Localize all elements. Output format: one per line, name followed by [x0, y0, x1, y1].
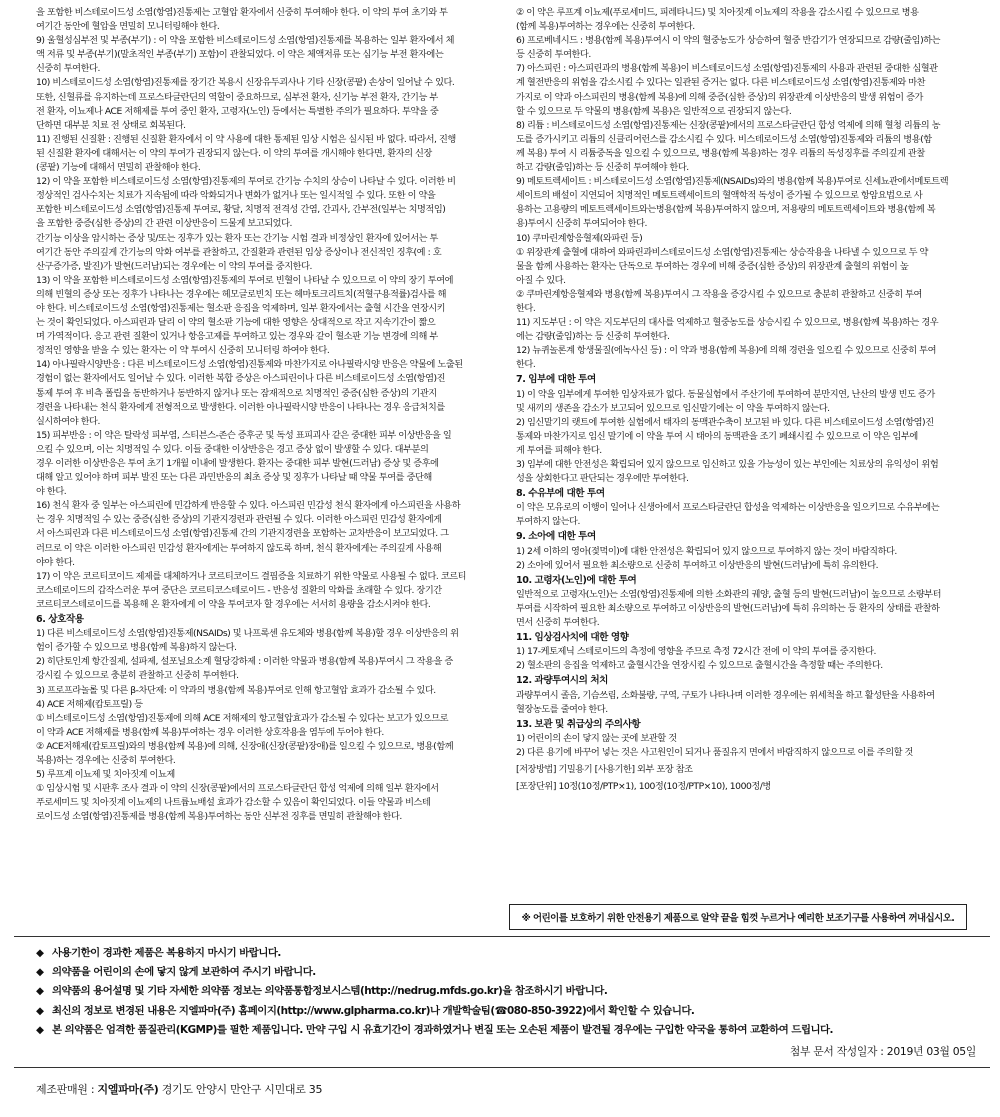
diamond-bullet-icon: ◆ [36, 1023, 44, 1036]
paragraph: 1) 2세 이하의 영아(젖먹이)에 대한 안전성은 확립되어 있지 않으므로 투여하지 않는 것이 바람직하다. [516, 545, 897, 557]
paragraph: 4) ACE 저해제(캅토프릴) 등 [36, 698, 143, 710]
section-heading: 10. 고령자(노인)에 대한 투여 [516, 574, 637, 586]
section-heading: 13. 보관 및 취급상의 주의사항 [516, 718, 641, 730]
section-heading: 9. 소아에 대한 투여 [516, 531, 596, 543]
notice-item [36, 944, 976, 963]
storage-packaging-line: [저장방법] 기밀용기 [사용기한] 외부 포장 참조 [516, 763, 693, 775]
section-heading: 12. 과량투여시의 처치 [516, 675, 608, 687]
paragraph: 9) 울혈성심부전 및 부종(부기) : 이 약을 포함한 비스테로이드성 소염(항염)진통제를 복용하는 일부 환자에서 체 액 저류 및 부종(부기)(말초적인 부종(부기) 포함)이 관찰되었다. 이 약은 체액저류 또는 심기능 부전 환자에는 신중히 투여한다. [36, 35, 455, 75]
storage-packaging-line: [포장단위] 10정(10정/PTP×1), 100정(10정/PTP×10), 1000정/병 [516, 781, 771, 793]
paragraph: 10) 비스테로이드성 소염(항염)진통제를 장기간 복용시 신장유두괴사나 기타 신장(콩팥) 손상이 일어날 수 있다. 또한, 신혈류를 유지하는데 프로스타글란딘의 역할이 중요하므로, 심부전 환자, 신기능 부전 환자, 간기능 부 전 환자, 이뇨제나 ACE 저해제를 투여 중인 환자, 고령자(노인) 등에서는 특별한 주의가 필요하다. 투약을 중 단하면 대부분 치료 전 상태로 회복된다. [36, 77, 455, 131]
paragraph: 3) 임부에 대한 안전성은 확립되어 있지 않으므로 임신하고 있을 가능성이 있는 부인에는 치료상의 유익성이 위험 성을 상회한다고 판단되는 경우에만 투여한다. [516, 459, 939, 485]
notice-text: 본 의약품은 엄격한 품질관리(KGMP)를 필한 제품입니다. 만약 구입 시 유효기간이 경과하였거나 변질 또는 오손된 제품이 발견될 경우에는 구입한 약국을 통하여 교환하여 드립니다. [52, 1023, 834, 1036]
paragraph: 10) 쿠마린계항응혈제(와파린 등) [516, 232, 643, 244]
paragraph: ① 위장관계 출혈에 대하여 와파린과비스테로이드성 소염(항염)진통제는 상승작용을 나타낼 수 있으므로 두 약 물을 함께 사용하는 환자는 단독으로 투여하는 경우에 비해 중증(심한 증상)의 위장관계 출혈의 위험이 높 아질 수 있다. [516, 246, 928, 286]
paragraph: 과량투여시 졸음, 기슴쓰림, 소화불량, 구역, 구토가 나타나며 이러한 경우에는 위세척을 하고 활성탄을 사용하여 혈장농도를 줄여야 한다. [516, 689, 935, 715]
document-date: 첨부 문서 작성일자 : 2019년 03월 05일 [789, 1045, 976, 1058]
notice-text: 최신의 정보로 변경된 내용은 지엘파마(주) 홈페이지(http://www.glpharma.co.kr)나 개발학술팀(☎080-850-3922)에서 확인할 수 있습니다. [52, 1004, 695, 1017]
child-safety-notice: ※ 어린이를 보호하기 위한 안전용기 제품으로 알약 끝을 힘껏 누르거나 예리한 보조기구를 사용하여 꺼내십시오. [509, 904, 967, 930]
paragraph: 12) 이 약을 포함한 비스테로이드성 소염(항염)진통제의 투여로 간기능 수치의 상승이 나타날 수 있다. 이러한 비 정상적인 검사수치는 치료가 지속됨에 따라 악화되거나 변화가 없거나 또는 일시적일 수 있다. 또한 이 약을 포함한 비스테로이드성 소염(항염)진통제 투여로, 황달, 치명적 전격성 간염, 간괴사, 간부전(일부는 치명적임) 을 포함한 중증(심한 증상)의 간 관련 이상반응이 드물게 보고되었다. 간기능 이상을 암시하는 증상 및/또는 징후가 있는 환자 또는 간기능 시험 결과 비정상인 환자에 있어서는 투 여기간 동안 주의깊게 간기능의 악화 여부를 관찰하고, 간질환과 관련된 임상 증상이나 전신적인 징후(예 : 호 산구증가증, 발진)가 발현(드러남)되는 경우에는 이 약의 투여를 중지한다. [36, 176, 456, 272]
paragraph: 2) 히단토인계 항간질제, 설파제, 설포닐요소계 혈당강하제 : 이러한 약물과 병용(함께 복용)투여시 그 작용을 증 강시킬 수 있으므로 충분히 관찰하고 신중히 투여한다. [36, 656, 453, 682]
paragraph: ② 쿠마린계항응혈제와 병용(함께 복용)투여시 그 작용을 증강시킬 수 있으므로 충분히 관찰하고 신중히 투여 한다. [516, 288, 922, 314]
notice-item [36, 982, 976, 1001]
paragraph: 11) 진행된 신질환 : 진행된 신질환 환자에서 이 약 사용에 대한 통제된 임상 시험은 실시된 바 없다. 따라서, 진행 된 신질환 환자에 대해서는 이 약의 투여가 권장되지 않는다. 이 약의 투여를 개시해야 한다면, 환자의 신장 (콩팥) 기능에 대해서 면밀히 관찰해야 한다. [36, 133, 456, 174]
section-heading: 8. 수유부에 대한 투여 [516, 488, 605, 500]
manufacturer-name: 지엘파마(주) [97, 1083, 159, 1096]
paragraph: ① 임상시험 및 시판후 조사 결과 이 약의 신장(콩팥)에서의 프로스타글란딘 합성 억제에 의해 일부 환자에서 푸로세미드 및 치아짓계 이뇨제의 나트륨뇨배설 효과가 감소할 수 있음이 확인되었다. 이들 약물과 비스테 로이드성 소염(항염)진통제를 병용(함께 복용)투여하는 동안 신부전 징후를 면밀히 관찰해야 한다. [36, 783, 439, 823]
paragraph: 일반적으로 고령자(노인)는 소염(항염)진통제에 의한 소화관의 궤양, 출혈 등의 발현(드러남)이 높으므로 소량부터 투여를 시작하여 필요한 최소량으로 투여하고 이상반응의 발현(드러남)에 특히 유의하는 등 환자의 상태를 관찰하 면서 신중히 투여한다. [516, 588, 942, 629]
paragraph: 16) 천식 환자 중 일부는 아스피린에 민감하게 반응할 수 있다. 아스피린 민감성 천식 환자에게 아스피린을 사용하 는 경우 치명적일 수 있는 중증(심한 증상)의 기관지경련과 관련될 수 있다. 이러한 아스피린 민감성 환자에게 서 아스피린과 다른 비스테로이드성 소염(항염)진통제 간의 기관지경련을 포함하는 교차반응이 보고되었다. 그 러므로 이 약은 이러한 아스피린 민감성 환자에게는 투여하지 않도록 하며, 천식 환자에게는 주의깊게 사용해 야야 한다. [36, 500, 461, 568]
left-column [36, 6, 498, 824]
notice-item [36, 1002, 976, 1021]
divider-top [14, 936, 990, 937]
diamond-bullet-icon: ◆ [36, 966, 44, 979]
manufacturer-info [36, 1081, 322, 1097]
paragraph: 12) 뉴퀴놀론계 항생물질(에녹사신 등) : 이 약과 병용(함께 복용)에 의해 경련을 일으킬 수 있으므로 신중히 투여 한다. [516, 345, 937, 371]
section-heading: 11. 임상검사치에 대한 영향 [516, 632, 629, 644]
manufacturer-address: 경기도 안양시 만안구 시민대로 35 [158, 1083, 323, 1096]
general-notices [36, 944, 976, 1040]
paragraph: 13) 이 약을 포함한 비스테로이드성 소염(항염)진통제의 투여로 빈혈이 나타날 수 있으므로 이 약의 장기 투여에 의해 빈혈의 증상 또는 징후가 나타나는 경우에는 헤모글로빈치 또는 헤마토크리트치(적혈구용적률)검사를 해 야 한다. 비스테로이드성 소염(항염)진통제는 혈소판 응집을 억제하며, 일부 환자에서는 출혈 시간을 연장시키 는 것이 확인되었다. 아스피린과 달리 이 약의 혈소판 기능에 대한 영향은 상대적으로 작고 지속기간이 짧으 며 가역적이다. 응고 관련 질환이 있거나 항응고제를 투여하고 있는 경우와 같이 혈소판 기능 변경에 의해 부 정적인 영향을 받을 수 있는 환자는 이 약 투여시 신중히 모니터링 하여야 한다. [36, 274, 454, 357]
paragraph: 2) 다른 용기에 바꾸어 넣는 것은 사고원인이 되거나 품질유지 면에서 바람직하지 않으므로 이를 주의할 것 [516, 746, 913, 758]
notice-text: 의약품을 어린이의 손에 닿지 않게 보관하여 주시기 바랍니다. [52, 966, 316, 979]
paragraph: 6) 프로베네시드 : 병용(함께 복용)투여시 이 약의 혈중농도가 상승하여 혈중 반감기가 연장되므로 감량(줄임)하는 등 신중히 투여한다. [516, 35, 941, 61]
notice-item [36, 1021, 976, 1040]
paragraph: 1) 이 약을 임부에게 투여한 임상자료가 없다. 동물실험에서 주산기에 투여하여 분만지연, 난산의 발생 빈도 증가 및 새끼의 생존을 감소가 보고되어 있으므로 임신말기에는 이 약을 투여하지 않는다. [516, 388, 935, 414]
paragraph: 9) 메토트렉세이트 : 비스테로이드성 소염(항염)진통제(NSAIDs)와의 병용(함께 복용)투여로 신세뇨관에서메토트렉 세이트의 배설이 지연되어 치명적인 메토트렉세이트의 혈액학적 독성이 증가될 수 있으므로 항암요법으로 사 용하는 고용량의 메토트렉세이트와는병용(함께 복용)투여하지 않으며, 저용량의 메토트렉세이트와 병용(함께 복 용)투여시 신중히 투여되어야 한다. [516, 176, 949, 230]
paragraph: 1) 17-케토제닉 스테로이드의 측정에 영향을 주므로 측정 72시간 전에 이 약의 투여를 중지한다. [516, 646, 876, 658]
paragraph: ② ACE저해제(캅토프릴)와의 병용(함께 복용)에 의해, 신장애(신장(콩팥)장애)를 일으킬 수 있으므로, 병용(함께 복용)하는 경우에는 신중히 투여한다. [36, 740, 454, 766]
paragraph: 2) 혈소판의 응집을 억제하고 출혈시간을 연장시킬 수 있으므로 출혈시간을 측정할 때는 주의한다. [516, 660, 883, 672]
paragraph: 1) 다른 비스테로이드성 소염(항염)진통제(NSAIDs) 및 나프록센 유도체와 병용(함께 복용)할 경우 이상반응의 위 험이 증가할 수 있으므로 병용(함께 복용)하지 않는다. [36, 628, 459, 654]
diamond-bullet-icon: ◆ [36, 985, 44, 998]
paragraph: 7) 아스피린 : 아스피린과의 병용(함께 복용)이 비스테로이드성 소염(항염)진통제의 사용과 관련된 중대한 심혈관 계 혈전반응의 위험을 감소시킬 수 있다는 일관된 증거는 없다. 다른 비스테로이드성 소염(항염)진통제와 마찬 가지로 이 약과 아스피린의 병용(함께 복용)에 의해 중증(심한 증상)의 위장관계 이상반응의 발생 위험이 증가 할 수 있으므로 두 약물의 병용(함께 복용)은 일반적으로 권장되지 않는다. [516, 63, 938, 117]
section-heading: 6. 상호작용 [36, 614, 84, 626]
paragraph: 1) 어린이의 손이 닿지 않는 곳에 보관할 것 [516, 732, 677, 744]
diamond-bullet-icon: ◆ [36, 947, 44, 959]
divider-bottom [14, 1067, 990, 1068]
paragraph: 이 약은 모유로의 이행이 일어나 신생아에서 프로스타글란딘 합성을 억제하는 이상반응을 일으키므로 수유부에는 투여하지 않는다. [516, 502, 940, 528]
paragraph: 을 포함한 비스테로이드성 소염(항염)진통제는 고혈압 환자에서 신중히 투여해야 한다. 이 약의 투여 초기와 투 여기간 동안에 혈압을 면밀히 모니터링해야 한다. [36, 7, 448, 33]
paragraph: 2) 소아에 있어서 필요한 최소량으로 신중히 투여하고 이상반응의 발현(드러남)에 특히 유의한다. [516, 559, 879, 571]
paragraph: ② 이 약은 루프계 이뇨제(푸로세미드, 피레타니드) 및 치아짓계 이뇨제의 작용을 감소시킬 수 있으므로 병용 (함께 복용)투여하는 경우에는 신중히 투여한다. [516, 7, 919, 33]
paragraph: 3) 프로프라놀롤 및 다른 β-차단제: 이 약과의 병용(함께 복용)투여로 인해 항고혈압 효과가 감소될 수 있다. [36, 684, 436, 696]
paragraph: 5) 루프계 이뇨제 및 치아짓계 이뇨제 [36, 769, 175, 781]
notice-item [36, 963, 976, 982]
paragraph: 11) 지도부딘 : 이 약은 지도부딘의 대사를 억제하고 혈중농도를 상승시킬 수 있으므로, 병용(함께 복용)하는 경우 에는 감량(줄임)하는 등 신중히 투여한다. [516, 317, 939, 343]
right-column [516, 6, 971, 794]
section-heading: 7. 임부에 대한 투여 [516, 374, 596, 386]
paragraph: ① 비스테로이드성 소염(항염)진통제에 의해 ACE 저해제의 항고혈압효과가 감소될 수 있다는 보고가 있으므로 이 약과 ACE 저해제를 병용(함께 복용)투여하는 경우 이러한 상호작용을 염두에 두어야 한다. [36, 712, 449, 738]
paragraph: 8) 리튬 : 비스테로이드성 소염(항염)진통제는 신장(콩팥)에서의 프로스타글란딘 합성 억제에 의해 혈청 리튬의 농 도를 증가시키고 리튬의 신클리어런스를 감소시킬 수 있다. 비스테로이드성 소염(항염)진통제와 리튬의 병용(함 께 복용) 투여 시 리튬중독을 일으킬 수 있으므로, 병용(함께 복용)하는 경우 리튬의 독성징후를 주의깊게 관찰 하고 감량(줄임)하는 등 신중히 투여해야 한다. [516, 119, 941, 174]
paragraph: 17) 이 약은 코르티코이드 제제를 대체하거나 코르티코이드 결핍증을 치료하기 위한 약물로 사용될 수 없다. 코르티 코스테로이드의 갑작스러운 투여 중단은 코르티코스테로이드 - 반응성 질환의 악화를 초래할 수 있다. 장기간 코르티코스테로이드를 복용해 온 환자에게 이 약을 투여코자 할 경우에는 서서히 용량을 감소시켜야 한다. [36, 570, 467, 610]
manufacturer-label: 제조판매원 : [36, 1083, 98, 1096]
notice-text: 사용기한이 경과한 제품은 복용하지 마시기 바랍니다. [52, 947, 281, 959]
paragraph: 2) 임신말기의 랫트에 투여한 실험에서 태자의 동맥관수축이 보고된 바 있다. 다른 비스테로이드성 소염(항염)진 통제와 마찬가지로 임신 말기에 이 약을 투여 시 태아의 동맥관을 조기 폐쇄시킬 수 있으므로 이 약은 임부에 게 투여를 피해야 한다. [516, 416, 934, 456]
diamond-bullet-icon: ◆ [36, 1004, 44, 1017]
paragraph: 15) 피부반응 : 이 약은 탈락성 피부염, 스티븐스-존슨 증후군 및 독성 표피괴사 같은 중대한 피부 이상반응을 일 으킬 수 있으며, 이는 치명적일 수 있다. 이들 중대한 이상반응은 경고 증상 없이 발생할 수 있다. 대부분의 경우 이러한 이상반응은 투여 초기 1개월 이내에 발생한다. 환자는 중대한 피부 발현(드러남) 증상 및 증후에 대해 알고 있어야 하며 피부 발진 또는 다른 과민반응의 최초 증상 및 징후가 나타날 때 약물 투여를 중단해 야 한다. [36, 429, 452, 498]
notice-text: 의약품의 용어설명 및 기타 자세한 의약품 정보는 의약품통합정보시스템(http://nedrug.mfds.go.kr)을 참조하시기 바랍니다. [52, 985, 608, 998]
paragraph: 14) 아나필락시양반응 : 다른 비스테로이드성 소염(항염)진통제와 마찬가지로 아나필락시양 반응은 약물에 노출된 경험이 없는 환자에서도 일어날 수 있다. 이러한 복합 증상은 아스피린이나 다른 비스테로이드성 소염(항염)진 통제 투여 후 비측 폴립을 동반하거나 동반하지 않거나 또는 잠재적으로 치명적인 중증(심한 증상)의 기관지 경련을 나타내는 천식 환자에게 전형적으로 발생한다. 이러한 아나필락시양 반응이 나타나는 경우 응급처치를 실시하여야 한다. [36, 359, 463, 427]
